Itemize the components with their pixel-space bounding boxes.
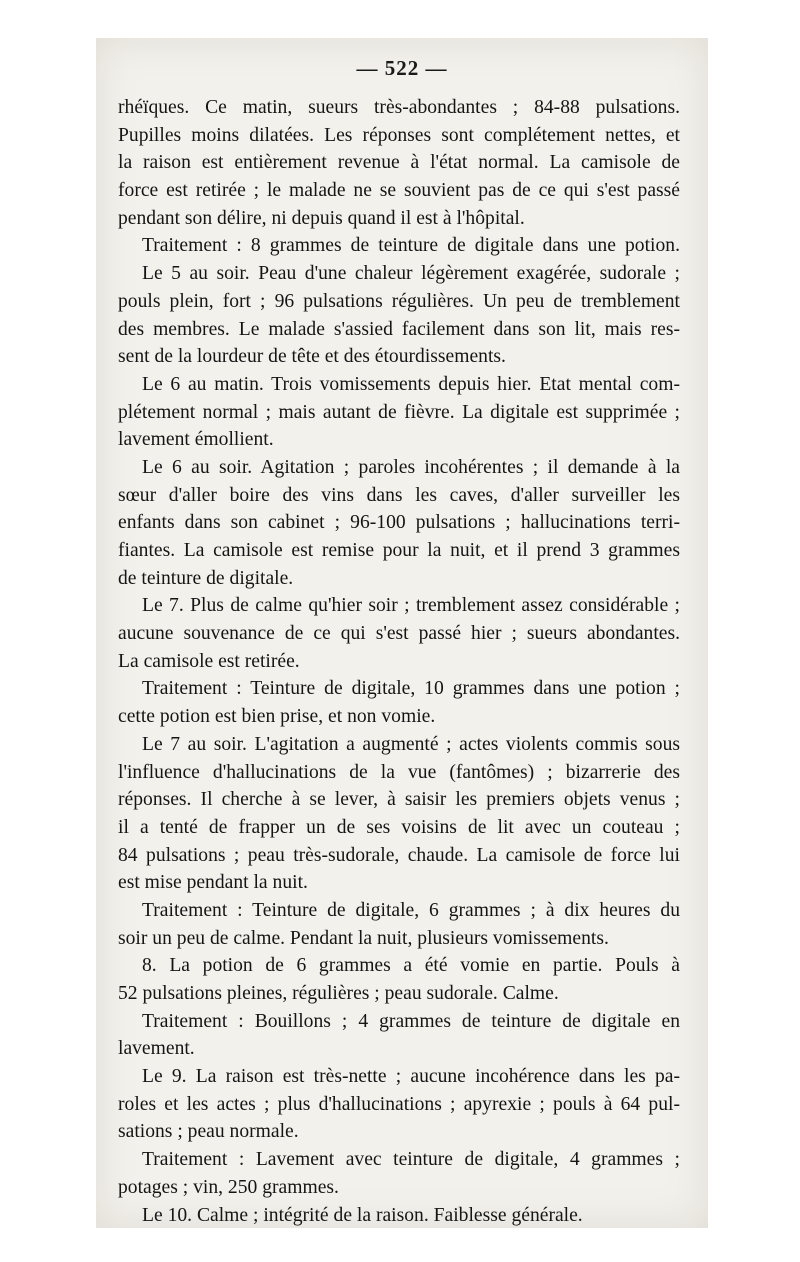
text-line: la raison est entièrement revenue à l'état normal. La camisole de bbox=[118, 152, 680, 174]
text-line: plétement normal ; mais autant de fièvre. La digitale est supprimée ; bbox=[118, 401, 680, 423]
text-line: Pupilles moins dilatées. Les réponses sont complétement nettes, et bbox=[118, 124, 680, 146]
text-line: soir un peu de calme. Pendant la nuit, plusieurs vomissements. bbox=[118, 927, 609, 949]
text-line: potages ; vin, 250 grammes. bbox=[118, 1176, 339, 1198]
text-line: sations ; peau normale. bbox=[118, 1121, 299, 1143]
text-line: Le 7 au soir. L'agitation a augmenté ; actes violents commis sous bbox=[142, 733, 680, 755]
text-line: l'influence d'hallucinations de la vue (fantômes) ; bizarrerie des bbox=[118, 761, 680, 783]
text-line: Traitement : Bouillons ; 4 grammes de teinture de digitale en bbox=[142, 1010, 680, 1032]
text-line: lavement émollient. bbox=[118, 429, 274, 451]
text-line: lavement. bbox=[118, 1038, 195, 1060]
text-line: fiantes. La camisole est remise pour la nuit, et il prend 3 grammes bbox=[118, 540, 680, 561]
text-line: Le 7. Plus de calme qu'hier soir ; tremblement assez considérable ; bbox=[142, 595, 680, 617]
page-body-text bbox=[118, 94, 680, 1229]
text-line: Le 10. Calme ; intégrité de la raison. Faiblesse générale. bbox=[142, 1204, 583, 1226]
book-page bbox=[96, 38, 708, 1228]
text-line: Le 6 au soir. Agitation ; paroles incohérentes ; il demande à la bbox=[142, 456, 680, 478]
text-line: rhéïques. Ce matin, sueurs très-abondantes ; 84-88 pulsations. bbox=[118, 97, 680, 118]
text-line: roles et les actes ; plus d'hallucinations ; apyrexie ; pouls à 64 pul- bbox=[118, 1093, 680, 1115]
text-line: sœur d'aller boire des vins dans les caves, d'aller surveiller les bbox=[118, 484, 680, 506]
text-line: La camisole est retirée. bbox=[118, 650, 300, 672]
text-line: de teinture de digitale. bbox=[118, 567, 294, 589]
text-line: Le 9. La raison est très-nette ; aucune incohérence dans les pa- bbox=[142, 1066, 680, 1088]
text-line: Traitement : 8 grammes de teinture de digitale dans une potion. bbox=[142, 235, 680, 257]
text-line: enfants dans son cabinet ; 96-100 pulsations ; hallucinations terri- bbox=[118, 512, 680, 534]
text-line: sent de la lourdeur de tête et des étourdissements. bbox=[118, 346, 506, 368]
text-line: Traitement : Teinture de digitale, 6 grammes ; à dix heures du bbox=[142, 899, 680, 921]
text-line: cette potion est bien prise, et non vomie. bbox=[118, 706, 436, 728]
text-line: est mise pendant la nuit. bbox=[118, 872, 308, 894]
text-line: Le 5 au soir. Peau d'une chaleur légèrement exagérée, sudorale ; bbox=[142, 263, 680, 285]
text-line: Traitement : Lavement avec teinture de digitale, 4 grammes ; bbox=[142, 1149, 680, 1171]
text-line: il a tenté de frapper un de ses voisins de lit avec un couteau ; bbox=[118, 816, 680, 838]
text-line: aucune souvenance de ce qui s'est passé hier ; sueurs abondantes. bbox=[118, 623, 680, 645]
page-number: — 522 — bbox=[356, 56, 448, 80]
text-line: Traitement : Teinture de digitale, 10 grammes dans une potion ; bbox=[142, 678, 680, 700]
text-line: pouls plein, fort ; 96 pulsations régulières. Un peu de tremblement bbox=[118, 290, 680, 312]
text-line: 8. La potion de 6 grammes a été vomie en partie. Pouls à bbox=[142, 955, 680, 977]
text-line: des membres. Le malade s'assied facilement dans son lit, mais res- bbox=[118, 318, 680, 340]
text-line: force est retirée ; le malade ne se souvient pas de ce qui s'est passé bbox=[118, 180, 680, 202]
text-line: 52 pulsations pleines, régulières ; peau sudorale. Calme. bbox=[118, 983, 559, 1004]
text-line: Le 6 au matin. Trois vomissements depuis hier. Etat mental com- bbox=[142, 373, 680, 395]
text-line: réponses. Il cherche à se lever, à saisir les premiers objets venus ; bbox=[118, 789, 680, 811]
text-line: pendant son délire, ni depuis quand il est à l'hôpital. bbox=[118, 207, 525, 229]
text-line: 84 pulsations ; peau très-sudorale, chaude. La camisole de force lui bbox=[118, 844, 680, 866]
